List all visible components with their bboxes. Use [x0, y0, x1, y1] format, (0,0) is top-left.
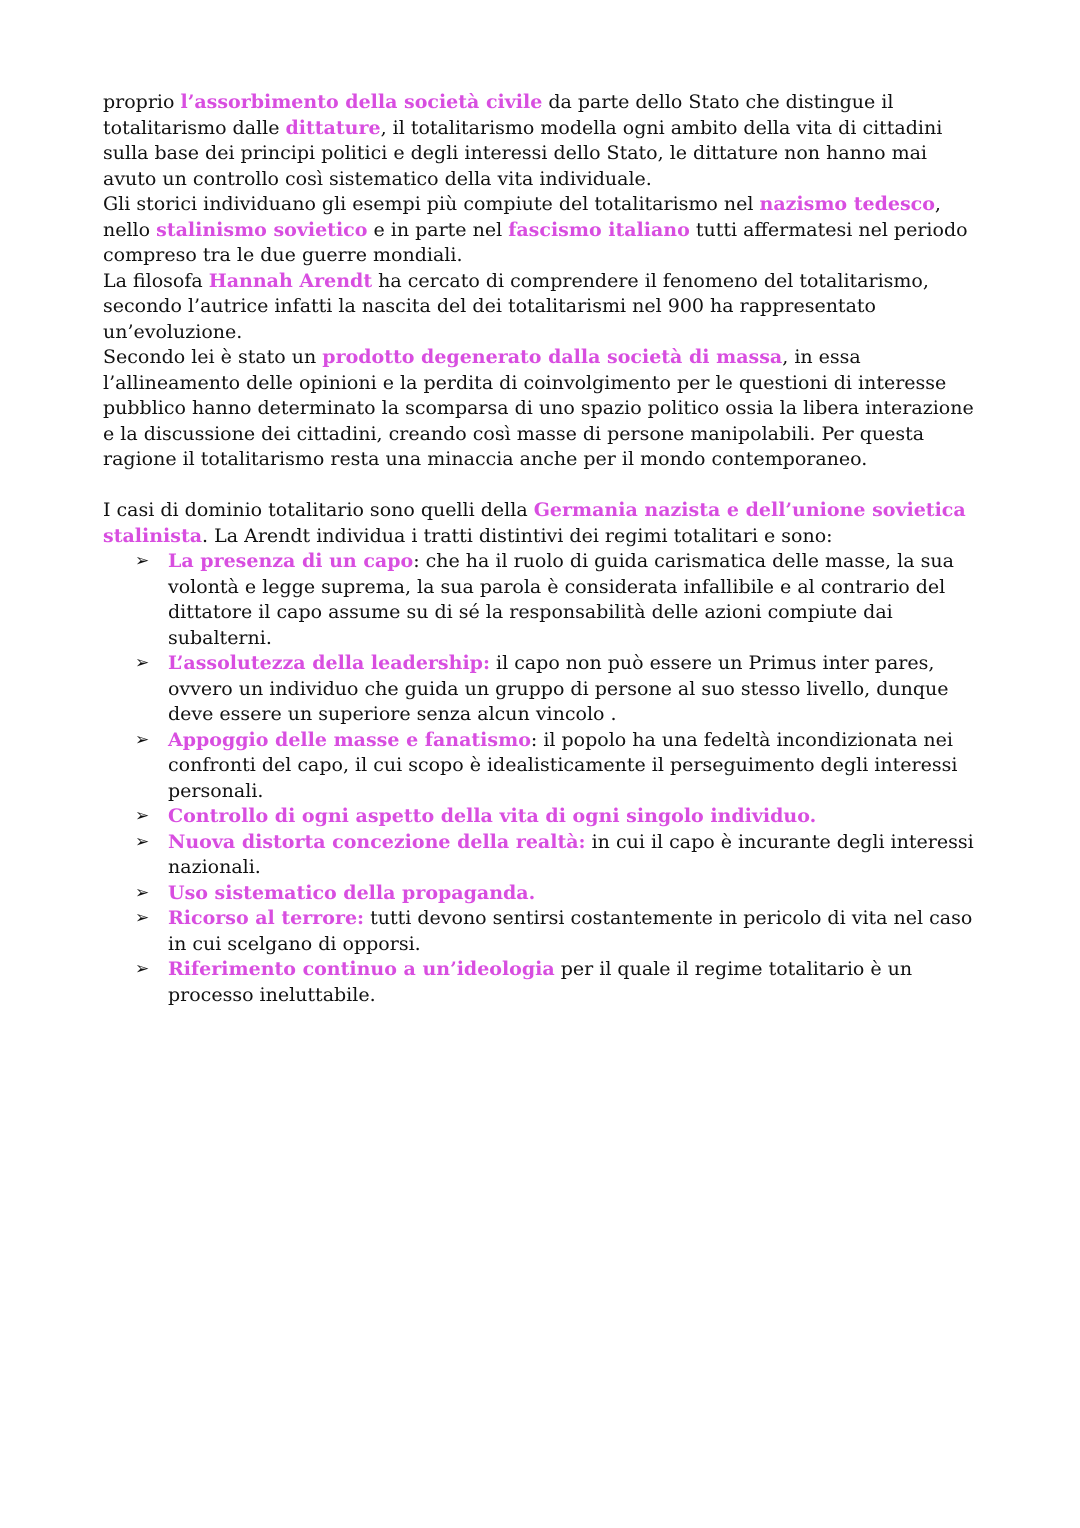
paragraph-text: da parte dello Stato che distingue il totalitarismo dalle	[103, 91, 894, 139]
paragraph-arendt	[103, 269, 983, 346]
list-item	[135, 804, 983, 830]
list-item	[135, 830, 983, 881]
paragraph-historians	[103, 192, 983, 269]
arrow-bullet-icon: ➢	[135, 831, 150, 852]
arrow-bullet-icon: ➢	[135, 806, 150, 826]
list-item	[135, 957, 983, 1008]
trait-heading: Controllo di ogni aspetto della vita di ogni singolo individuo.	[168, 805, 817, 827]
document-page	[103, 90, 983, 1008]
paragraph-text: e in parte nel	[367, 218, 509, 241]
highlight-dictatorships: dittature	[285, 116, 381, 139]
paragraph-state-absorption	[103, 90, 983, 192]
arrow-bullet-icon: ➢	[135, 882, 150, 903]
arrow-bullet-icon: ➢	[135, 959, 150, 979]
paragraph-text: Gli storici individuano gli esempi più compiute del totalitarismo nel	[103, 193, 760, 215]
traits-list	[103, 549, 983, 1008]
highlight-stalinism: stalinismo sovietico	[156, 218, 368, 241]
arrow-bullet-icon: ➢	[135, 551, 150, 571]
paragraph-spacer	[103, 473, 983, 499]
paragraph-text: ha cercato di comprendere il fenomeno del totalitarismo, secondo l’autrice infatti la nascita del dei totalitarismi nel 900 ha rappresentato un’evoluzione.	[103, 269, 929, 343]
trait-heading: Ricorso al terrore:	[168, 907, 365, 929]
trait-heading: Riferimento continuo a un’ideologia	[168, 958, 555, 980]
paragraph-text: proprio	[103, 91, 181, 113]
highlight-nazi-soviet: Germania nazista e dell’unione sovietica stalinista	[103, 499, 966, 547]
highlight-hannah-arendt: Hannah Arendt	[208, 269, 373, 292]
trait-text: : il popolo ha una fedeltà incondizionata nei confronti del capo, il cui scopo è idealisticamente il perseguimento degli interessi personali.	[168, 728, 958, 802]
list-item	[135, 651, 983, 728]
paragraph-text: tutti affermatesi nel periodo compreso tra le due guerre mondiali.	[103, 218, 968, 266]
trait-heading: Nuova distorta concezione della realtà:	[168, 830, 586, 853]
trait-text: per il quale il regime totalitario è un processo ineluttabile.	[168, 958, 913, 1006]
arrow-bullet-icon: ➢	[135, 729, 150, 750]
list-item	[135, 881, 983, 907]
paragraph-mass-society	[103, 345, 983, 473]
trait-text: : che ha il ruolo di guida carismatica delle masse, la sua volontà e legge suprema, la sua parola è considerata infallibile e al contrario del dittatore il capo assume su di sé la responsabilità delle azioni compiute dai subalterni.	[168, 550, 954, 649]
trait-text: tutti devono sentirsi costantemente in pericolo di vita nel caso in cui scelgano di opporsi.	[168, 907, 973, 955]
trait-text: il capo non può essere un Primus inter pares, ovvero un individuo che guida un gruppo di persone al suo stesso livello, dunque deve essere un superiore senza alcun vincolo .	[168, 652, 949, 725]
highlight-fascism: fascismo italiano	[508, 218, 690, 241]
trait-heading: Appoggio delle masse e fanatismo	[168, 728, 531, 751]
paragraph-text: I casi di dominio totalitario sono quelli della	[103, 499, 534, 521]
paragraph-text: La filosofa	[103, 269, 209, 292]
list-item	[135, 906, 983, 957]
list-item	[135, 728, 983, 805]
paragraph-text: Secondo lei è stato un	[103, 346, 323, 368]
arrow-bullet-icon: ➢	[135, 908, 150, 928]
trait-text: in cui il capo è incurante degli interessi nazionali.	[168, 830, 974, 878]
highlight-civil-society: l’assorbimento della società civile	[180, 91, 543, 113]
trait-heading: Uso sistematico della propaganda.	[168, 881, 536, 904]
highlight-mass-society: prodotto degenerato dalla società di massa	[322, 346, 783, 368]
trait-heading: L’assolutezza della leadership:	[168, 652, 490, 674]
trait-heading: La presenza di un capo	[168, 550, 414, 572]
list-item	[135, 549, 983, 651]
paragraph-text: , in essa l’allineamento delle opinioni e la perdita di coinvolgimento per le questioni di interesse pubblico hanno determinato la scomparsa di uno spazio politico ossia la libera interazione e la discussione dei cittadini, creando così masse di persone manipolabili. Per questa ragione il totalitarismo resta una minaccia anche per il mondo contemporaneo.	[103, 346, 974, 470]
arrow-bullet-icon: ➢	[135, 653, 150, 673]
paragraph-text: . La Arendt individua i tratti distintivi dei regimi totalitari e sono:	[202, 524, 833, 547]
paragraph-text: , il totalitarismo modella ogni ambito della vita di cittadini sulla base dei principi politici e degli interessi dello Stato, le dittature non hanno mai avuto un controllo così sistematico della vita individuale.	[103, 116, 943, 190]
paragraph-totalitarian-cases	[103, 498, 983, 549]
highlight-nazism: nazismo tedesco	[759, 193, 935, 215]
paragraph-text: , nello	[103, 193, 941, 241]
